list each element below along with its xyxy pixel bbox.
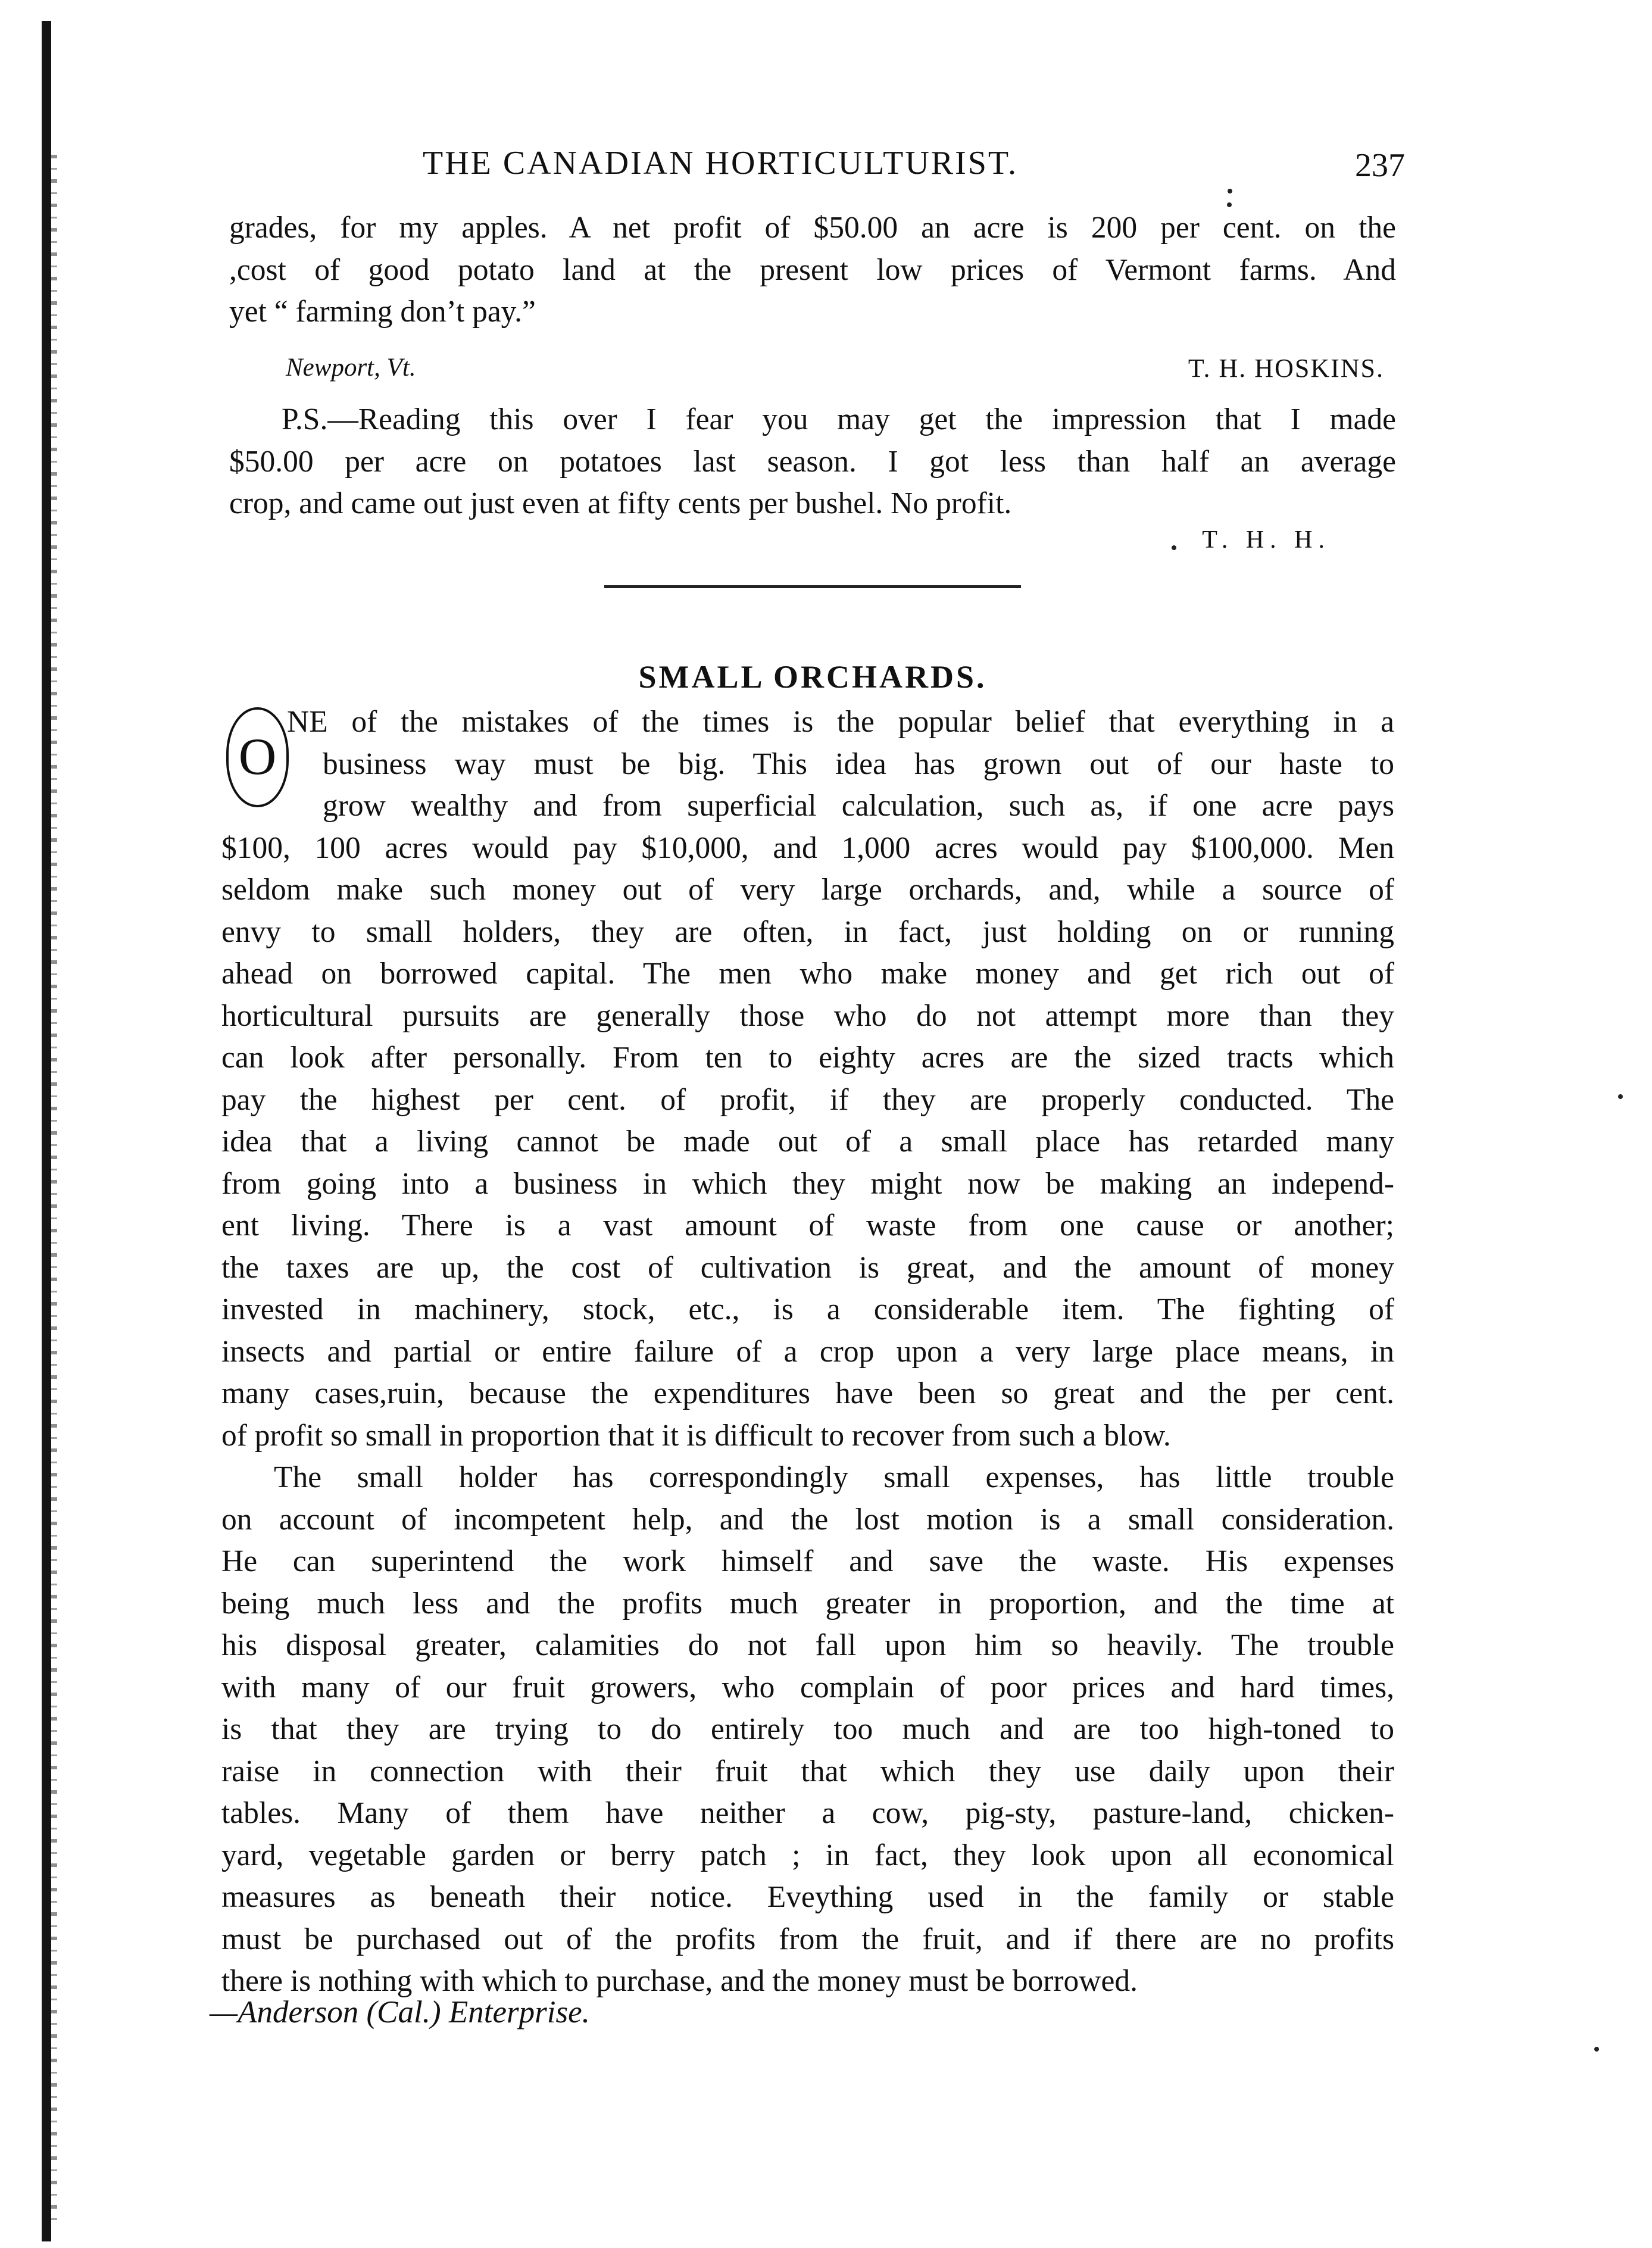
article-line: business way must be big. This idea has grown out of our haste to bbox=[323, 747, 1394, 781]
article-line: horticultural pursuits are generally those who do not attempt more than they bbox=[221, 998, 1394, 1033]
article-line: tables. Many of them have neither a cow, pig-sty, pasture-land, chicken- bbox=[221, 1796, 1394, 1830]
article-line: there is nothing with which to purchase, and the money must be borrowed. bbox=[221, 1964, 1138, 1998]
article-body bbox=[221, 701, 1394, 2003]
signature-name: T. H. HOSKINS. bbox=[1188, 354, 1384, 383]
text-line: ,cost of good potato land at the present low prices of Vermont farms. And bbox=[229, 252, 1396, 287]
running-head bbox=[262, 144, 1405, 192]
article-line: invested in machinery, stock, etc., is a considerable item. The fighting of bbox=[221, 1292, 1394, 1326]
article-line: on account of incompetent help, and the lost motion is a small consideration. bbox=[221, 1502, 1394, 1537]
article-line: from going into a business in which they might now be making an independ- bbox=[221, 1166, 1394, 1201]
letter-ending bbox=[229, 207, 1396, 333]
article-line: is that they are trying to do entirely too much and are too high-toned to bbox=[221, 1712, 1394, 1746]
article-title: SMALL ORCHARDS. bbox=[638, 659, 987, 695]
postscript-line: P.S.—Reading this over I fear you may get the impression that I made bbox=[282, 402, 1396, 436]
text-line: yet “ farming don’t pay.” bbox=[229, 295, 536, 329]
article-line: The small holder has correspondingly small expenses, has little trouble bbox=[274, 1460, 1394, 1494]
scan-speck bbox=[1594, 2047, 1599, 2052]
article-line: insects and partial or entire failure of a crop upon a very large place means, in bbox=[221, 1334, 1394, 1369]
article-line: with many of our fruit growers, who complain of poor prices and hard times, bbox=[221, 1670, 1394, 1704]
scan-speck bbox=[1172, 545, 1176, 550]
scan-speck bbox=[1618, 1094, 1623, 1099]
postscript-line: $50.00 per acre on potatoes last season. I got less than half an average bbox=[229, 444, 1396, 479]
article-line: of profit so small in proportion that it is difficult to recover from such a blow. bbox=[221, 1418, 1171, 1453]
signature-row bbox=[229, 353, 1396, 390]
article-line: NE of the mistakes of the times is the popular belief that everything in a bbox=[287, 705, 1394, 739]
postscript-line: crop, and came out just even at fifty cents per bushel. No profit. bbox=[229, 486, 1012, 520]
article-line: raise in connection with their fruit that which they use daily upon their bbox=[221, 1754, 1394, 1788]
article-line: many cases,ruin, because the expenditures have been so great and the per cent. bbox=[221, 1376, 1394, 1410]
article-line: He can superintend the work himself and save the waste. His expenses bbox=[221, 1544, 1394, 1578]
running-title: THE CANADIAN HORTICULTURIST. bbox=[423, 145, 1018, 182]
article-line: yard, vegetable garden or berry patch ; in fact, they look upon all economical bbox=[221, 1838, 1394, 1872]
article-line: envy to small holders, they are often, in fact, just holding on or running bbox=[221, 914, 1394, 949]
page-number: 237 bbox=[1355, 147, 1405, 184]
postscript bbox=[229, 399, 1396, 525]
drop-cap: O bbox=[226, 707, 289, 807]
scan-speck bbox=[1227, 202, 1232, 207]
article-line: his disposal greater, calamities do not fall upon him so heavily. The trouble bbox=[221, 1628, 1394, 1662]
text-line: grades, for my apples. A net profit of $50.00 an acre is 200 per cent. on the bbox=[229, 211, 1396, 245]
article-source: —Anderson (Cal.) Enterprise. bbox=[210, 1995, 590, 2030]
article-line: pay the highest per cent. of profit, if they are properly conducted. The bbox=[221, 1082, 1394, 1117]
article-line: idea that a living cannot be made out of a small place has retarded many bbox=[221, 1125, 1394, 1159]
article-line: seldom make such money out of very large orchards, and, while a source of bbox=[221, 873, 1394, 907]
article-line: grow wealthy and from superficial calculation, such as, if one acre pays bbox=[323, 789, 1394, 823]
article-line: ahead on borrowed capital. The men who make money and get rich out of bbox=[221, 957, 1394, 991]
signature-place: Newport, Vt. bbox=[286, 354, 416, 382]
scan-speck bbox=[1228, 189, 1232, 193]
article-line: being much less and the profits much greater in proportion, and the time at bbox=[221, 1586, 1394, 1621]
scan-edge-shadow bbox=[51, 155, 57, 2227]
book-spine-edge bbox=[42, 21, 51, 2241]
article-line: measures as beneath their notice. Eveything used in the family or stable bbox=[221, 1880, 1394, 1914]
article-line: $100, 100 acres would pay $10,000, and 1,000 acres would pay $100,000. Men bbox=[221, 830, 1394, 865]
article-line: the taxes are up, the cost of cultivation is great, and the amount of money bbox=[221, 1250, 1394, 1285]
article-line: can look after personally. From ten to eighty acres are the sized tracts which bbox=[221, 1041, 1394, 1075]
article-line: must be purchased out of the profits from the fruit, and if there are no profits bbox=[221, 1922, 1394, 1956]
postscript-initials: T. H. H. bbox=[1202, 526, 1331, 554]
section-divider bbox=[604, 585, 1021, 588]
article-line: ent living. There is a vast amount of waste from one cause or another; bbox=[221, 1209, 1394, 1242]
